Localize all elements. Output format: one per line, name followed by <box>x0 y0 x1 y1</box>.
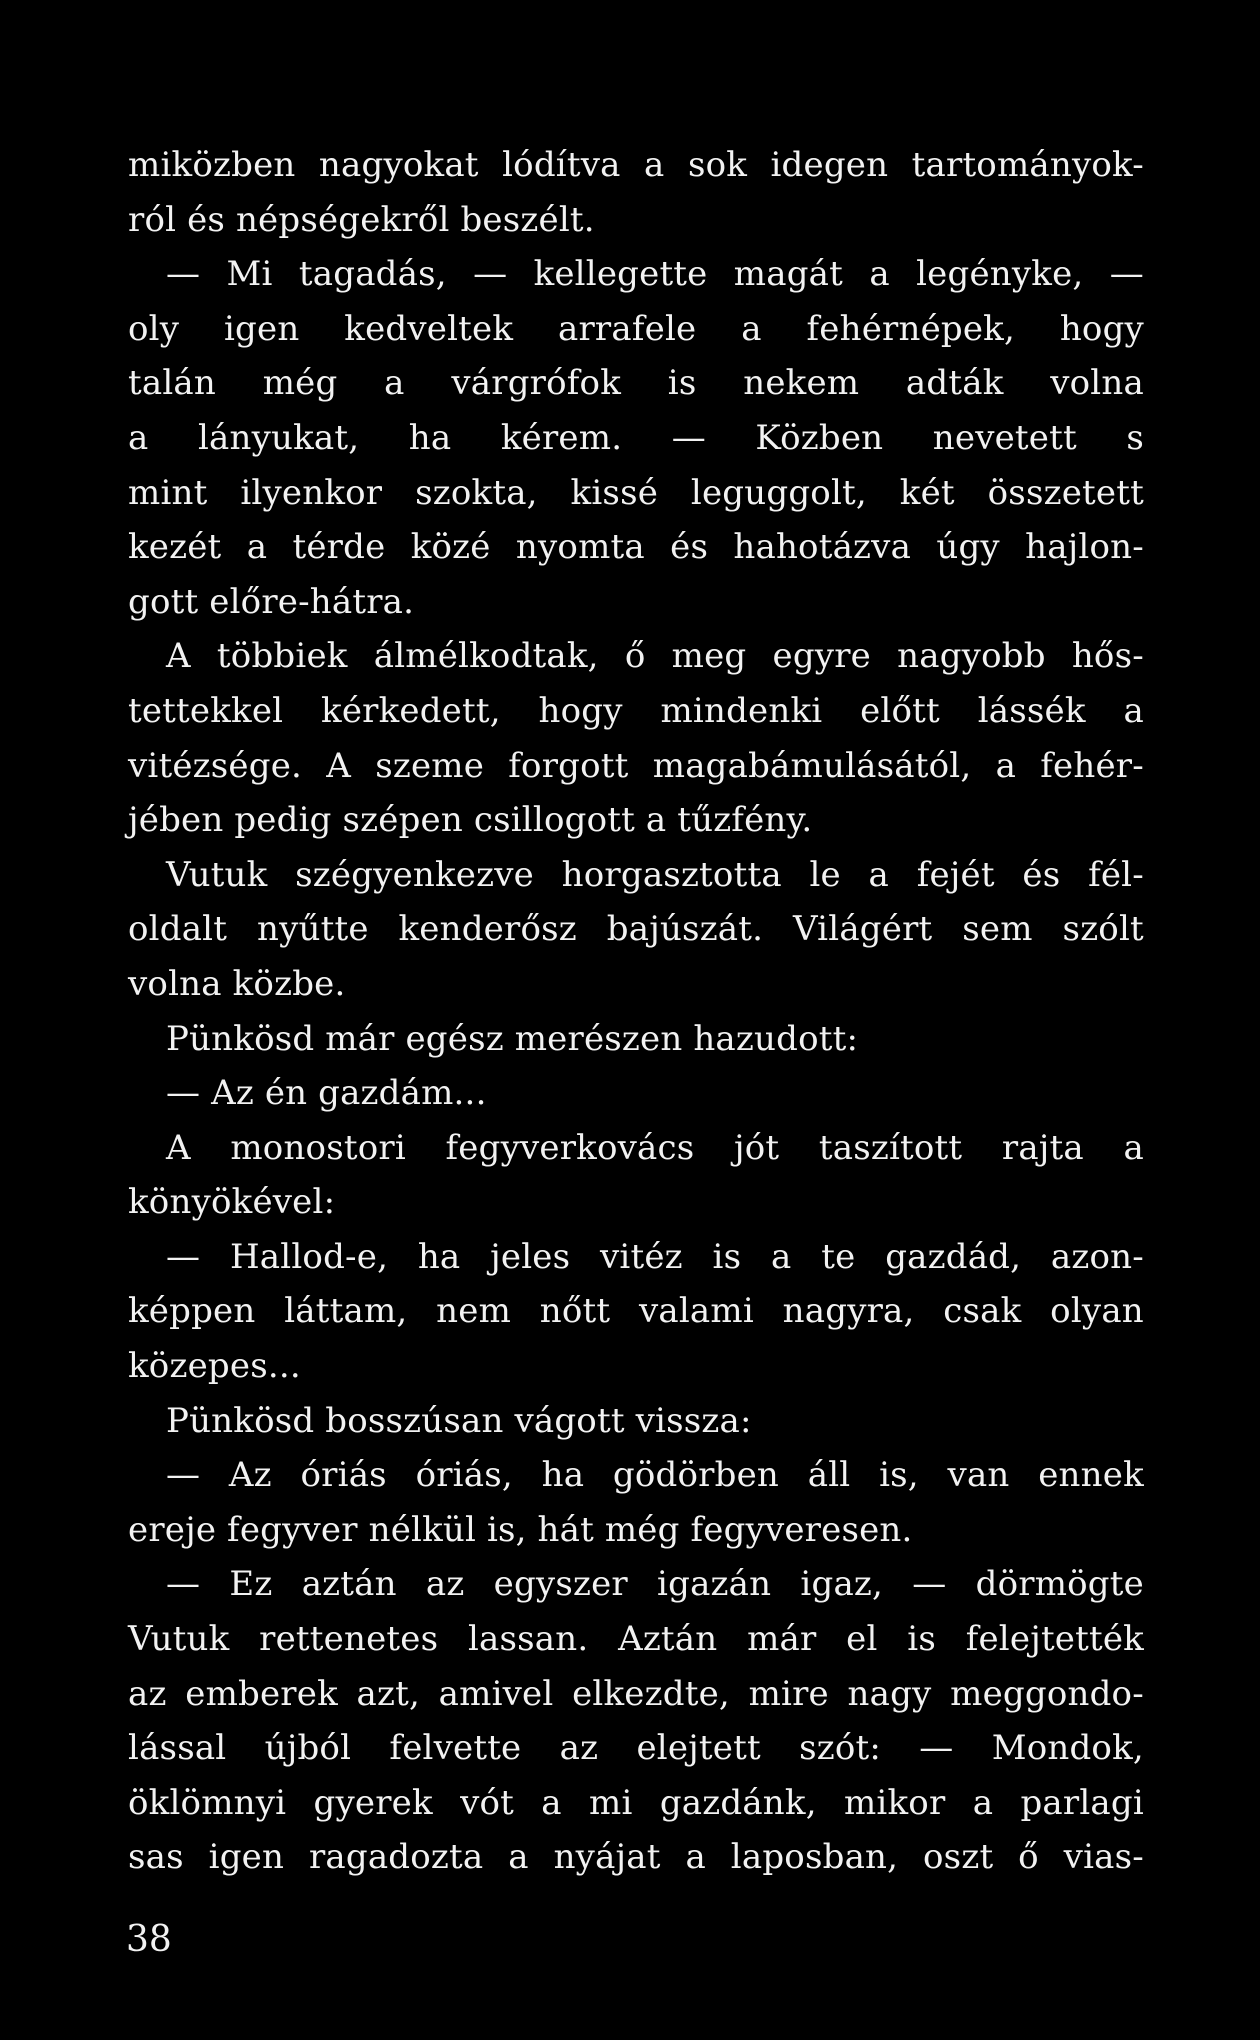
text-line: vitézsége. A szeme forgott magabámulásától, a fehér- <box>128 745 1144 786</box>
page-number: 38 <box>126 1919 172 1960</box>
text-line: öklömnyi gyerek vót a mi gazdánk, mikor a parlagi <box>128 1782 1144 1823</box>
text-line: Vutuk szégyenkezve horgasztotta le a fejét és fél- <box>166 854 1144 895</box>
text-line: közepes... <box>128 1346 301 1387</box>
text-line: Pünkösd már egész merészen hazudott: <box>166 1018 859 1059</box>
text-line: oldalt nyűtte kenderősz bajúszát. Világért sem szólt <box>128 909 1144 950</box>
text-line: tettekkel kérkedett, hogy mindenki előtt lássék a <box>128 690 1144 731</box>
text-line: mint ilyenkor szokta, kissé leguggolt, két összetett <box>128 472 1144 513</box>
text-line: könyökével: <box>128 1182 336 1223</box>
text-line: — Az óriás óriás, ha gödörben áll is, van ennek <box>166 1455 1144 1496</box>
text-line: gott előre-hátra. <box>128 581 415 622</box>
text-line: képpen láttam, nem nőtt valami nagyra, csak olyan <box>128 1291 1144 1332</box>
text-line: lással újból felvette az elejtett szót: — Mondok, <box>128 1728 1144 1769</box>
text-line: Pünkösd bosszúsan vágott vissza: <box>166 1400 752 1441</box>
text-line: az emberek azt, amivel elkezdte, mire nagy meggondo- <box>128 1673 1144 1714</box>
body-text <box>128 138 1144 1885</box>
text-line: — Az én gazdám... <box>166 1073 487 1114</box>
text-line: — Hallod-e, ha jeles vitéz is a te gazdád, azon- <box>166 1236 1144 1277</box>
text-line: ereje fegyver nélkül is, hát még fegyveresen. <box>128 1509 913 1550</box>
text-line: A többiek álmélkodtak, ő meg egyre nagyobb hős- <box>166 636 1144 677</box>
text-line: oly igen kedveltek arrafele a fehérnépek, hogy <box>128 308 1144 349</box>
text-line: jében pedig szépen csillogott a tűzfény. <box>128 800 813 841</box>
text-line: ról és népségekről beszélt. <box>128 199 595 240</box>
text-line: sas igen ragadozta a nyájat a laposban, oszt ő vias- <box>128 1837 1144 1878</box>
text-line: kezét a térde közé nyomta és hahotázva úgy hajlon- <box>128 527 1144 568</box>
text-line: miközben nagyokat lódítva a sok idegen tartományok- <box>128 145 1144 185</box>
text-line: A monostori fegyverkovács jót taszított rajta a <box>166 1127 1144 1168</box>
text-line: a lányukat, ha kérem. — Közben nevetett s <box>128 417 1144 458</box>
text-line: — Mi tagadás, — kellegette magát a legényke, — <box>166 254 1144 295</box>
text-line: — Ez aztán az egyszer igazán igaz, — dörmögte <box>166 1564 1144 1605</box>
text-line: talán még a várgrófok is nekem adták volna <box>128 363 1144 404</box>
text-line: Vutuk rettenetes lassan. Aztán már el is felejtették <box>128 1619 1144 1660</box>
text-line: volna közbe. <box>128 963 346 1004</box>
